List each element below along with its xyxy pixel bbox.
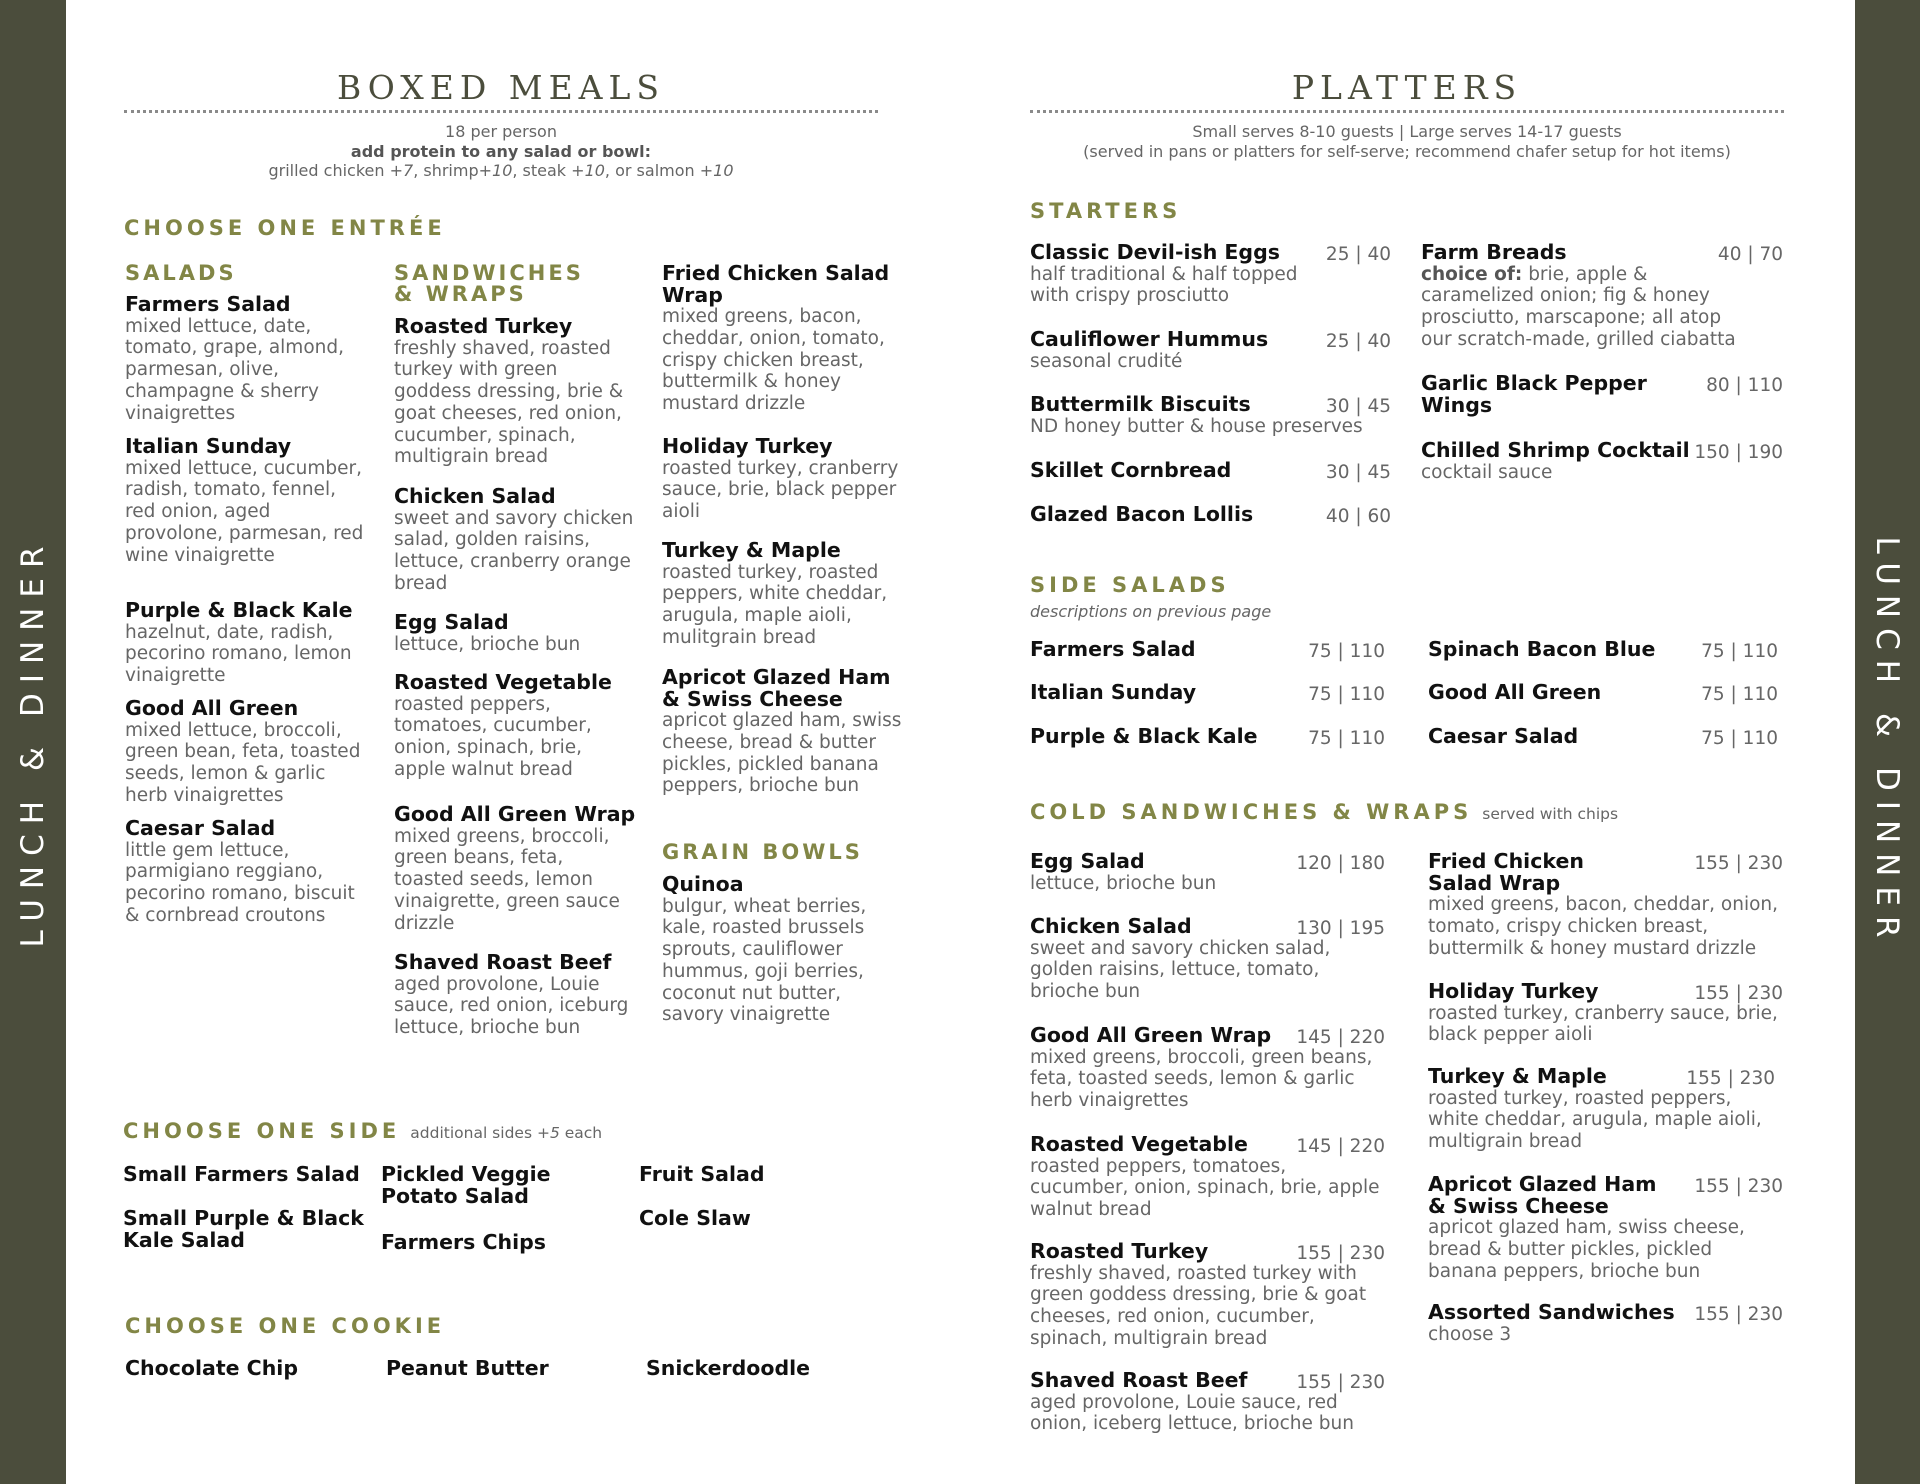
boxed-meals-title: BOXED MEALS: [336, 68, 666, 107]
platters-title: PLATTERS: [1291, 68, 1523, 107]
sidebar-title-right: LUNCH & DINNER: [1869, 536, 1905, 948]
menu-item: Garlic Black Pepper Wings 80 | 110: [1421, 371, 1783, 417]
served-note: (served in pans or platters for self-serve; recommend chafer setup for hot items): [1083, 141, 1731, 161]
menu-item: Roasted Turkey 155 | 230 freshly shaved, roasted turkey with green goddess dressing, brie & goat cheeses, red onion, cucumber, spinach, multigrain bread: [1030, 1239, 1385, 1349]
menu-item: Farmers Salad mixed lettuce, date, tomato, grape, almond, parmesan, olive, champagne & sherry vinaigrettes: [125, 292, 345, 424]
platters-title-divider: [1030, 110, 1784, 113]
serves-line: Small serves 8-10 guests | Large serves 14-17 guests: [1192, 122, 1622, 141]
menu-item: Caesar Salad little gem lettuce, parmigiano reggiano, pecorino romano, biscuit & cornbread croutons: [125, 816, 355, 926]
menu-item: Fried Chicken Salad Wrap mixed greens, bacon, cheddar, onion, tomato, crispy chicken breast, buttermilk & honey mustard drizzle: [662, 261, 890, 415]
cold-sandwiches-heading: COLD SANDWICHES & WRAPS served with chips: [1030, 800, 1619, 824]
side-option: Pickled Veggie Potato Salad: [381, 1162, 551, 1208]
side-option: Small Purple & Black Kale Salad: [123, 1206, 364, 1252]
boxed-subtitle: [124, 122, 878, 181]
side-option: Fruit Salad: [639, 1162, 765, 1186]
grain-bowls-heading: GRAIN BOWLS: [662, 840, 863, 864]
protein-title: add protein to any salad or bowl:: [350, 141, 652, 161]
menu-item: Shaved Roast Beef aged provolone, Louie sauce, red onion, iceburg lettuce, brioche bun: [394, 950, 629, 1039]
menu-item: Fried Chicken Salad Wrap 155 | 230 mixed greens, bacon, cheddar, onion, tomato, crispy chicken breast, buttermilk & honey mustard drizzle: [1428, 849, 1783, 959]
platters-subtitle: [1030, 122, 1784, 161]
choose-entree-heading: CHOOSE ONE ENTRÉE: [124, 216, 446, 240]
menu-item: Farmers Salad 75 | 110: [1030, 637, 1385, 662]
boxed-title-divider: [124, 110, 878, 113]
side-salads-heading: SIDE SALADS: [1030, 573, 1230, 597]
menu-item: Italian Sunday 75 | 110: [1030, 680, 1385, 705]
menu-item: Turkey & Maple roasted turkey, roasted peppers, white cheddar, arugula, maple aioli, mulitgrain bread: [662, 538, 888, 648]
menu-item: Good All Green 75 | 110: [1428, 680, 1778, 705]
cold-note: served with chips: [1482, 805, 1619, 823]
menu-item: Chilled Shrimp Cocktail 150 | 190 cocktail sauce: [1421, 438, 1783, 483]
menu-item: Buttermilk Biscuits 30 | 45 ND honey butter & house preserves: [1030, 392, 1391, 437]
side-salads-note: descriptions on previous page: [1030, 602, 1272, 621]
menu-item: Good All Green mixed lettuce, broccoli, green bean, feta, toasted seeds, lemon & garlic herb vinaigrettes: [125, 696, 361, 806]
menu-item: Classic Devil-ish Eggs 25 | 40 half traditional & half topped with crispy prosciutto: [1030, 240, 1391, 307]
right-sidebar-band: [1855, 0, 1920, 1484]
left-sidebar-band: [0, 0, 66, 1484]
menu-item: Roasted Turkey freshly shaved, roasted turkey with green goddess dressing, brie & goat cheeses, red onion, cucumber, spinach, multigrain bread: [394, 314, 624, 468]
menu-item: Egg Salad 120 | 180 lettuce, brioche bun: [1030, 849, 1385, 894]
cookie-option: Chocolate Chip: [125, 1356, 298, 1380]
menu-item: Turkey & Maple 155 | 230 roasted turkey, roasted peppers, white cheddar, arugula, maple aioli, multigrain bread: [1428, 1064, 1775, 1153]
choose-side-heading: CHOOSE ONE SIDE additional sides +5 each: [123, 1119, 603, 1143]
sidebar-title-left: LUNCH & DINNER: [15, 536, 51, 948]
side-option: Farmers Chips: [381, 1230, 547, 1254]
starters-heading: STARTERS: [1030, 199, 1182, 223]
menu-item: Apricot Glazed Ham & Swiss Cheese apricot glazed ham, swiss cheese, bread & butter pickles, pickled banana peppers, brioche bun: [662, 665, 902, 797]
side-option: Small Farmers Salad: [123, 1162, 360, 1186]
menu-item: Farm Breads 40 | 70 choice of: brie, apple & caramelized onion; fig & honey prosciutto, marscapone; all atop our scratch-made, grilled ciabatta: [1421, 240, 1783, 350]
menu-item: Chicken Salad 130 | 195 sweet and savory chicken salad, golden raisins, lettuce, tomato, brioche bun: [1030, 914, 1385, 1003]
menu-item: Skillet Cornbread 30 | 45: [1030, 458, 1391, 483]
side-option: Cole Slaw: [639, 1206, 751, 1230]
menu-item: Egg Salad lettuce, brioche bun: [394, 610, 581, 655]
menu-item: Holiday Turkey 155 | 230 roasted turkey, cranberry sauce, brie, black pepper aioli: [1428, 979, 1783, 1046]
boxed-price-line: 18 per person: [445, 122, 557, 141]
protein-options: grilled chicken +7, shrimp+10, steak +10, or salmon +10: [268, 161, 734, 180]
menu-item: Glazed Bacon Lollis 40 | 60: [1030, 502, 1391, 527]
menu-item: Italian Sunday mixed lettuce, cucumber, radish, tomato, fennel, red onion, aged provolone, parmesan, red wine vinaigrette: [125, 434, 364, 566]
menu-item: Caesar Salad 75 | 110: [1428, 724, 1778, 749]
sandwiches-heading: SANDWICHES & WRAPS: [394, 261, 584, 306]
menu-item: Spinach Bacon Blue 75 | 110: [1428, 637, 1778, 662]
menu-item: Holiday Turkey roasted turkey, cranberry sauce, brie, black pepper aioli: [662, 434, 899, 523]
menu-item: Assorted Sandwiches 155 | 230 choose 3: [1428, 1300, 1783, 1345]
menu-item: Roasted Vegetable roasted peppers, tomatoes, cucumber, onion, spinach, brie, apple walnut bread: [394, 670, 612, 780]
cookie-option: Peanut Butter: [386, 1356, 549, 1380]
menu-item: Apricot Glazed Ham & Swiss Cheese 155 | 230 apricot glazed ham, swiss cheese, bread & butter pickles, pickled banana peppers, brioche bun: [1428, 1172, 1783, 1282]
menu-item: Good All Green Wrap 145 | 220 mixed greens, broccoli, green beans, feta, toasted seeds, lemon & garlic herb vinaigrettes: [1030, 1023, 1385, 1112]
menu-item: Shaved Roast Beef 155 | 230 aged provolone, Louie sauce, red onion, iceberg lettuce, brioche bun: [1030, 1368, 1385, 1435]
menu-item: Roasted Vegetable 145 | 220 roasted peppers, tomatoes, cucumber, onion, spinach, brie, apple walnut bread: [1030, 1132, 1385, 1221]
menu-item: Cauliflower Hummus 25 | 40 seasonal crudité: [1030, 327, 1391, 372]
menu-item: Good All Green Wrap mixed greens, broccoli, green beans, feta, toasted seeds, lemon vinaigrette, green sauce drizzle: [394, 802, 636, 934]
choose-cookie-heading: CHOOSE ONE COOKIE: [125, 1314, 446, 1338]
cookie-option: Snickerdoodle: [646, 1356, 811, 1380]
menu-item: Quinoa bulgur, wheat berries, kale, roasted brussels sprouts, cauliflower hummus, goji berries, coconut nut butter, savory vinaigrette: [662, 872, 867, 1026]
menu-item: Purple & Black Kale hazelnut, date, radish, pecorino romano, lemon vinaigrette: [125, 598, 353, 687]
side-note: additional sides +5 each: [410, 1124, 603, 1142]
menu-item: Chicken Salad sweet and savory chicken salad, golden raisins, lettuce, cranberry orange bread: [394, 484, 634, 594]
salads-heading: SALADS: [125, 261, 237, 285]
menu-item: Purple & Black Kale 75 | 110: [1030, 724, 1385, 749]
